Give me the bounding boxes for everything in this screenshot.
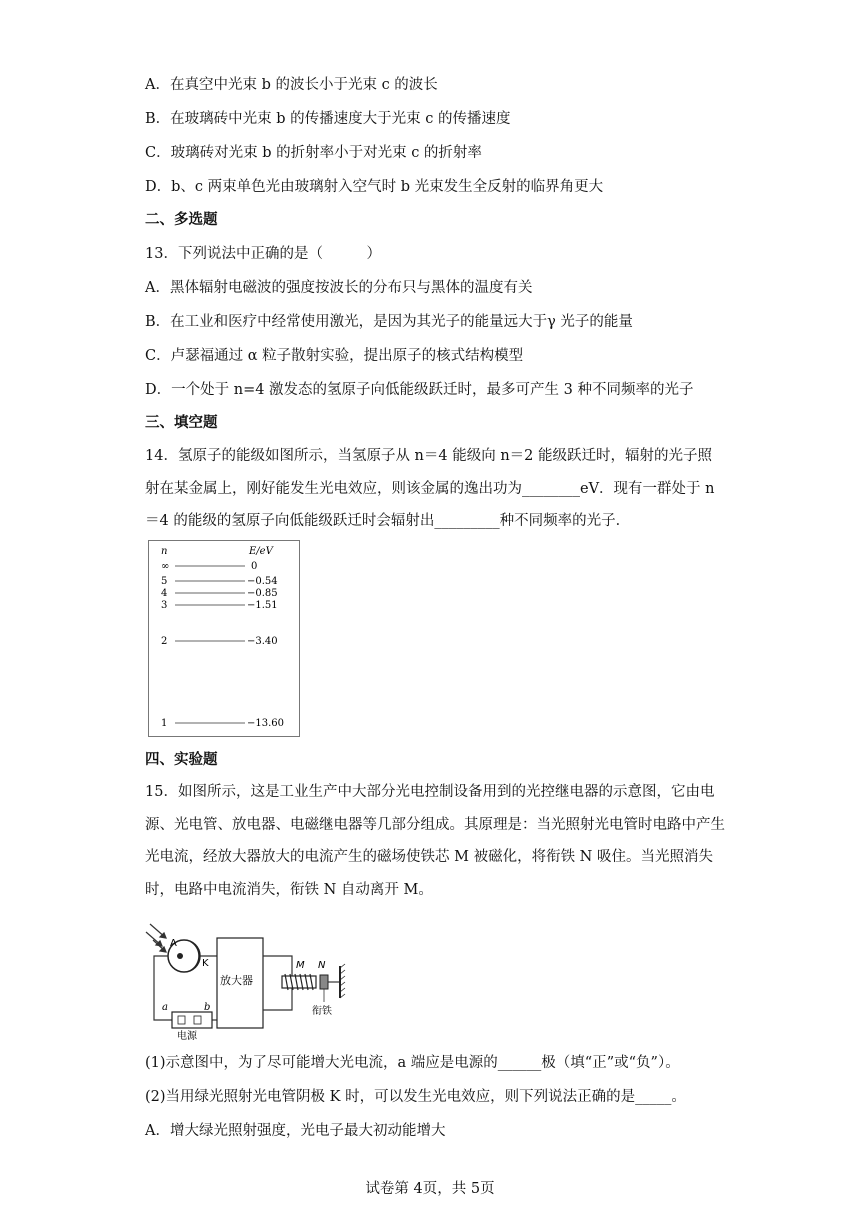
label-armature: 衔铁 bbox=[312, 1006, 332, 1017]
armature-block bbox=[320, 975, 328, 989]
q12-option-c: C．玻璃砖对光束 b 的折射率小于对光束 c 的折射率 bbox=[145, 145, 482, 161]
q15-text: 15．如图所示，这是工业生产中大部分光电控制设备用到的光控继电器的示意图，它由电源、光电管、放电器、电磁继电器等几部分组成。其原理是：当光照射光电管时电路中产生光电流，经放大器放大的电流产生的磁场使铁芯 M 被磁化，将衔铁 N 吸住。当光照消失时，电路中电流消失，衔铁 N 自动离开 M。 bbox=[145, 784, 725, 898]
q15-sub2: (2)当用绿光照射光电管阴极 K 时，可以发生光电效应，则下列说法正确的是_____。 bbox=[145, 1089, 686, 1105]
level-e-4: −0.85 bbox=[247, 588, 278, 599]
label-b: b bbox=[204, 1002, 211, 1013]
page-footer: 试卷第 4页，共 5页 bbox=[365, 1181, 495, 1197]
level-e-2: −3.40 bbox=[247, 636, 278, 647]
level-n-1: 1 bbox=[161, 718, 168, 729]
photocell-anode bbox=[177, 953, 183, 959]
electromagnet-coil bbox=[282, 974, 316, 990]
label-N: N bbox=[318, 960, 326, 971]
level-n-5: 5 bbox=[161, 576, 168, 587]
q12-option-b: B．在玻璃砖中光束 b 的传播速度大于光束 c 的传播速度 bbox=[145, 111, 511, 127]
q15-option-a: A．增大绿光照射强度，光电子最大初动能增大 bbox=[145, 1123, 446, 1139]
q14-text: 14．氢原子的能级如图所示，当氢原子从 n＝4 能级向 n＝2 能级跃迁时，辐射的光子照射在某金属上，刚好能发生光电效应，则该金属的逸出功为________eV．现有一群处于 n＝4 的能级的氢原子向低能级跃迁时会辐射出_________种不同频率的光子． bbox=[145, 448, 715, 529]
level-n-inf: ∞ bbox=[161, 561, 170, 572]
q15-sub1: (1)示意图中，为了尽可能增大光电流，a 端应是电源的______极（填“正”或“负”）。 bbox=[145, 1055, 680, 1071]
light-arrows-icon bbox=[146, 924, 166, 952]
energy-level-diagram bbox=[148, 540, 300, 737]
q13-option-c: C．卢瑟福通过 α 粒子散射实验，提出原子的核式结构模型 bbox=[145, 348, 524, 364]
level-n-4: 4 bbox=[161, 588, 168, 599]
label-M: M bbox=[296, 960, 305, 971]
label-source: 电源 bbox=[177, 1031, 197, 1040]
level-e-1: −13.60 bbox=[247, 718, 285, 729]
section-title-fill-blank: 三、填空题 bbox=[145, 414, 218, 431]
q13-option-a: A．黑体辐射电磁波的强度按波长的分布只与黑体的温度有关 bbox=[145, 280, 533, 296]
label-a: a bbox=[162, 1002, 168, 1013]
q13-option-d: D．一个处于 n=4 激发态的氢原子向低能级跃迁时，最多可产生 3 种不同频率的光子 bbox=[145, 382, 694, 398]
level-e-inf: 0 bbox=[251, 561, 258, 572]
q13-stem: 13．下列说法中正确的是（ ） bbox=[145, 246, 381, 262]
level-n-2: 2 bbox=[161, 636, 168, 647]
section-title-multiple-choice: 二、多选题 bbox=[145, 211, 218, 228]
label-K: K bbox=[202, 958, 209, 969]
q12-option-a: A．在真空中光束 b 的波长小于光束 c 的波长 bbox=[145, 77, 438, 93]
q12-option-d: D．b、c 两束单色光由玻璃射入空气时 b 光束发生全反射的临界角更大 bbox=[145, 179, 604, 195]
q13-option-b: B．在工业和医疗中经常使用激光，是因为其光子的能量远大于γ 光子的能量 bbox=[145, 314, 633, 330]
photoelectric-relay-circuit bbox=[142, 918, 357, 1040]
level-n-3: 3 bbox=[161, 600, 168, 611]
label-amplifier: 放大器 bbox=[220, 974, 253, 987]
level-e-3: −1.51 bbox=[247, 600, 278, 611]
level-e-5: −0.54 bbox=[247, 576, 278, 587]
section-title-experiment: 四、实验题 bbox=[145, 751, 218, 768]
energy-n-header: n bbox=[161, 546, 168, 557]
energy-e-header: E/eV bbox=[249, 546, 273, 557]
label-A: A bbox=[170, 938, 177, 949]
